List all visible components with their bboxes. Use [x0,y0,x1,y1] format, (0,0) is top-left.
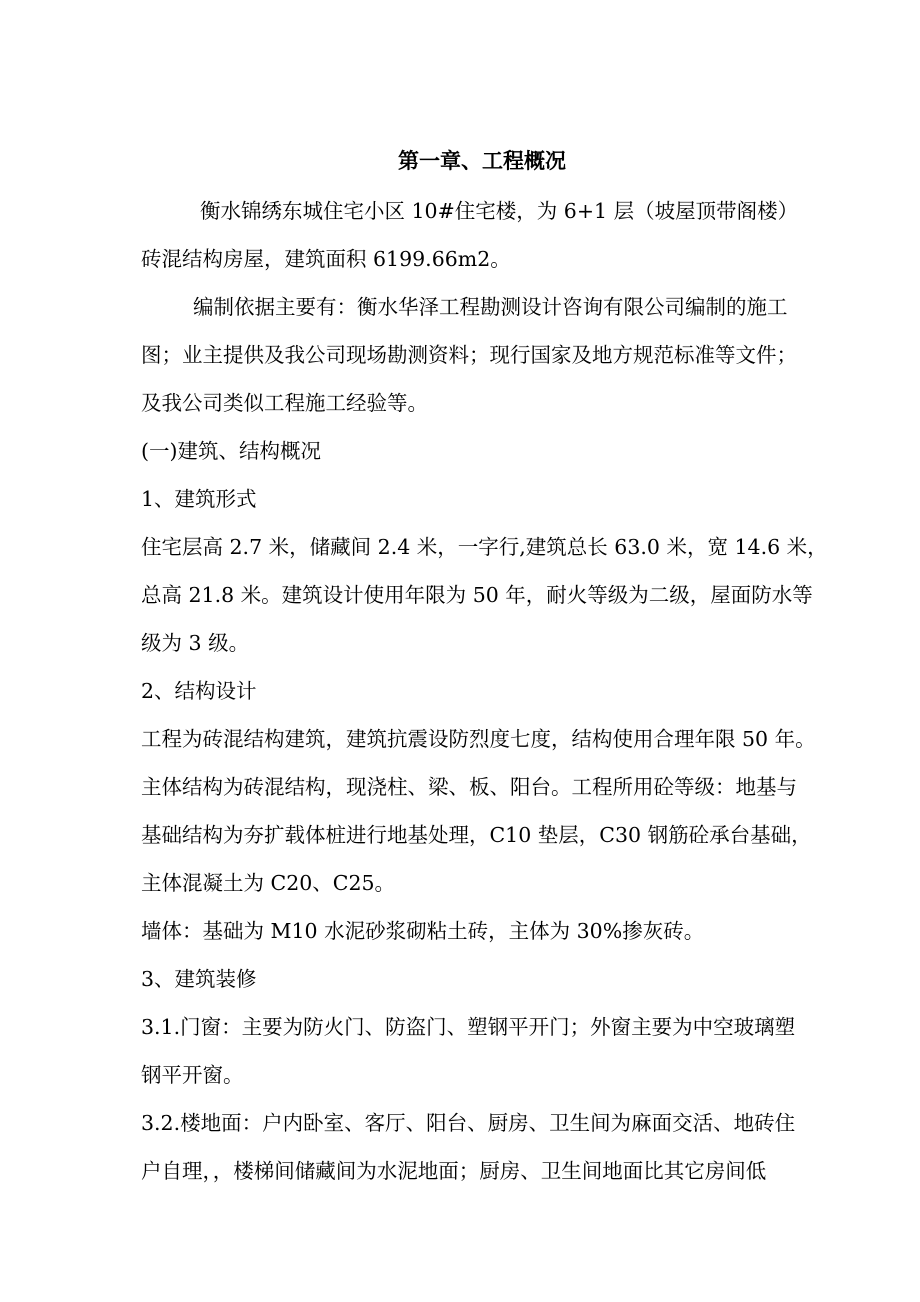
paragraph-line: 户自理，，楼梯间储藏间为水泥地面；厨房、卫生间地面比其它房间低 [141,1159,767,1183]
paragraph-line: 3.1.门窗：主要为防火门、防盗门、塑钢平开门；外窗主要为中空玻璃塑 [141,1015,796,1039]
paragraph-line: 基础结构为夯扩载体桩进行地基处理，C10 垫层，C30 钢筋砼承台基础， [141,823,812,847]
paragraph-line: 墙体：基础为 M10 水泥砂浆砌粘土砖，主体为 30%掺灰砖。 [141,919,705,943]
paragraph-line: 砖混结构房屋，建筑面积 6199.66m2。 [141,247,511,271]
paragraph-line: 级为 3 级。 [141,631,250,655]
paragraph-line: 衡水锦绣东城住宅小区 10#住宅楼，为 6+1 层（坡屋顶带阁楼） [200,199,799,223]
subsection-heading: 3、建筑装修 [141,967,257,991]
paragraph-line: 钢平开窗。 [141,1063,244,1087]
paragraph-line: 编制依据主要有：衡水华泽工程勘测设计咨询有限公司编制的施工 [193,295,788,319]
paragraph-line: 及我公司类似工程施工经验等。 [141,391,428,415]
paragraph-line: 主体混凝土为 C20、C25。 [141,871,396,895]
paragraph-line: 3.2.楼地面：户内卧室、客厅、阳台、厨房、卫生间为麻面交活、地砖住 [141,1111,796,1135]
section-heading: (一)建筑、结构概况 [141,439,321,463]
paragraph-line: 图；业主提供及我公司现场勘测资料；现行国家及地方规范标准等文件； [141,343,797,367]
paragraph-line: 主体结构为砖混结构，现浇柱、梁、板、阳台。工程所用砼等级：地基与 [141,775,797,799]
chapter-title: 第一章、工程概况 [398,148,566,173]
subsection-heading: 2、结构设计 [141,679,257,703]
subsection-heading: 1、建筑形式 [141,487,257,511]
paragraph-line: 住宅层高 2.7 米，储藏间 2.4 米，一字行,建筑总长 63.0 米，宽 14.6 米， [141,535,828,559]
paragraph-line: 总高 21.8 米。建筑设计使用年限为 50 年，耐火等级为二级，屋面防水等 [141,583,813,607]
paragraph-line: 工程为砖混结构建筑，建筑抗震设防烈度七度，结构使用合理年限 50 年。 [141,727,816,751]
